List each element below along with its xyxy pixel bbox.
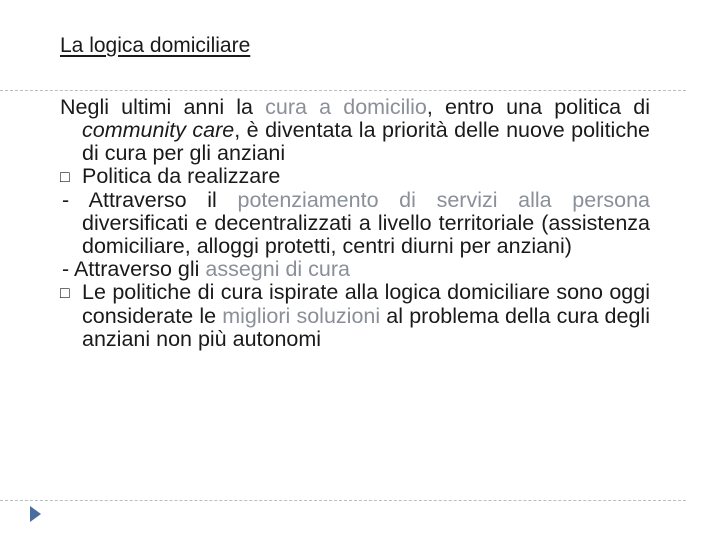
sub-assegni-highlight: assegni di cura: [205, 257, 351, 281]
slide-body: [60, 96, 650, 351]
sub-servizi-text-2: diversificati e decentralizzati a livello territoriale (assistenza domiciliare, alloggi protetti, centri diurni per anziani): [82, 211, 650, 258]
sub-item-servizi: [60, 189, 650, 258]
intro-paragraph: [60, 96, 650, 165]
sub-item-assegni: [60, 258, 650, 281]
bullet-politiche-highlight: migliori soluzioni: [222, 304, 381, 328]
sub-servizi-highlight: potenziamento di servizi alla persona: [237, 188, 650, 212]
slide-title: La logica domiciliare: [60, 34, 251, 57]
bullet-politiche: [60, 281, 650, 351]
bullet-box-icon: □: [60, 169, 70, 186]
sub-servizi-text-1: - Attraverso il: [62, 188, 238, 212]
intro-text-3: , è diventata la priorità delle nuove politiche di cura per gli anziani: [82, 118, 650, 165]
bullet-politiche-text-2: al problema della cura degli anziani non più autonomi: [82, 304, 650, 351]
bottom-divider: [0, 500, 686, 501]
intro-text-2: , entro una politica di: [426, 95, 650, 119]
intro-highlight-cura-a-domicilio: cura a domicilio: [265, 95, 427, 119]
bullet-politiche-text-1: Le politiche di cura ispirate alla logica domiciliare sono oggi considerate le: [82, 280, 650, 328]
intro-highlight-community-care: community care: [82, 118, 235, 142]
intro-text-1: Negli ultimi anni la: [60, 95, 266, 119]
top-divider: [0, 90, 686, 91]
triangle-right-icon[interactable]: [30, 506, 41, 522]
bullet-politica: [60, 165, 650, 189]
bullet-box-icon: □: [60, 285, 70, 302]
bullet-politica-text: Politica da realizzare: [82, 164, 281, 188]
sub-assegni-text: - Attraverso gli: [62, 257, 206, 281]
